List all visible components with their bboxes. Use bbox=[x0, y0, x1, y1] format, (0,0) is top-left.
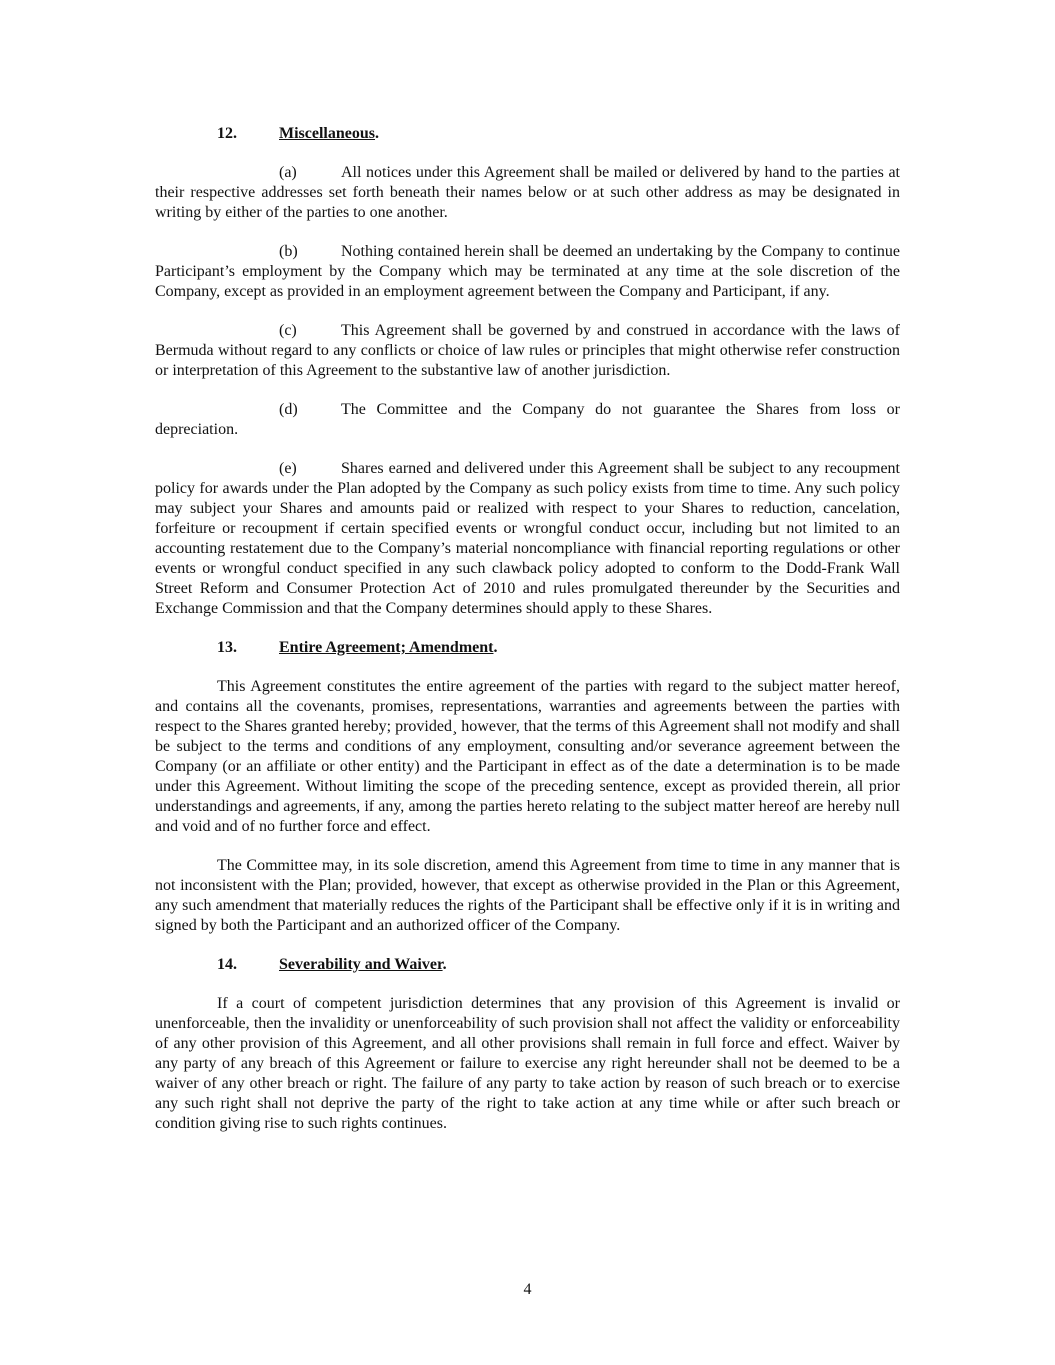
subparagraph-text: Shares earned and delivered under this Agreement shall be subject to any recoupment policy for awards under the Plan adopted by the Company as such policy exists from time to time. Any such policy may subject your Shares and amounts paid or realized with respect to your Shares to reduction, cancelation, forfeiture or recoupment if certain specified events or wrongful conduct occur, including but not limited to an accounting restatement due to the Company’s material noncompliance with financial reporting regulations or other events or wrongful conduct specified in any such clawback policy adopted to conform to the Dodd-Frank Wall Street Reform and Consumer Protection Act of 2010 and rules promulgated thereunder by the Securities and Exchange Commission and that the Company determines should apply to these Shares. bbox=[155, 460, 900, 617]
subparagraph-label: (e) bbox=[279, 460, 297, 477]
subparagraph-label: (a) bbox=[279, 164, 297, 181]
subparagraph-label: (d) bbox=[279, 401, 298, 418]
section-13-paragraph-1: This Agreement constitutes the entire agreement of the parties with regard to the subject matter hereof, and contains all the covenants, promises, representations, warranties and agreements between the parties with respect to the Shares granted hereby; provided¸ however, that the terms of this Agreement shall not modify and shall be subject to the terms and conditions of any employment, consulting and/or severance agreement between the Company (or an affiliate or other entity) and the Participant in effect as of the date a determination is to be made under this Agreement. Without limiting the scope of the preceding sentence, except as provided therein, all prior understandings and agreements, if any, among the parties hereto relating to the subject matter hereof are hereby null and void and of no further force and effect. bbox=[155, 678, 900, 835]
section-12-subparagraph-b bbox=[155, 242, 900, 302]
section-number: 14. bbox=[217, 956, 237, 973]
section-13-heading bbox=[155, 638, 900, 658]
section-title: Miscellaneous bbox=[279, 125, 375, 142]
section-title: Entire Agreement; Amendment bbox=[279, 639, 494, 656]
subparagraph-text: Nothing contained herein shall be deemed an undertaking by the Company to continue Participant’s employment by the Company which may be terminated at any time at the sole discretion of the Company, except as provided in an employment agreement between the Company and Participant, if any. bbox=[155, 243, 900, 300]
section-13-paragraph-2: The Committee may, in its sole discretion, amend this Agreement from time to time in any manner that is not inconsistent with the Plan; provided, however, that except as otherwise provided in the Plan or this Agreement, any such amendment that materially reduces the rights of the Participant shall be effective only if it is in writing and signed by both the Participant and an authorized officer of the Company. bbox=[155, 857, 900, 934]
subparagraph-text: This Agreement shall be governed by and construed in accordance with the laws of Bermuda without regard to any conflicts or choice of law rules or principles that might otherwise refer construction or interpretation of this Agreement to the substantive law of another jurisdiction. bbox=[155, 322, 900, 379]
section-number: 12. bbox=[217, 125, 237, 142]
subparagraph-label: (b) bbox=[279, 243, 298, 260]
section-title: Severability and Waiver bbox=[279, 956, 443, 973]
subparagraph-label: (c) bbox=[279, 322, 297, 339]
section-12-subparagraph-c bbox=[155, 321, 900, 381]
page-number: 4 bbox=[523, 1281, 532, 1298]
section-14-heading bbox=[155, 955, 900, 975]
section-title-period: . bbox=[493, 639, 498, 656]
subparagraph-text: The Committee and the Company do not guarantee the Shares from loss or depreciation. bbox=[155, 401, 900, 438]
section-number: 13. bbox=[217, 639, 237, 656]
section-14-paragraph-1: If a court of competent jurisdiction determines that any provision of this Agreement is invalid or unenforceable, then the invalidity or unenforceability of such provision shall not affect the validity or enforceability of any other provision of this Agreement, and all other provisions shall remain in full force and effect. Waiver by any party of any breach of this Agreement or failure to exercise any right hereunder shall not be deemed to be a waiver of any other breach or right. The failure of any party to take action by reason of such breach or to exercise any such right shall not deprive the party of the right to take action at any time while or after such breach or condition giving rise to such rights continues. bbox=[155, 995, 900, 1132]
document-body bbox=[155, 124, 900, 1153]
section-12-heading bbox=[155, 124, 900, 144]
subparagraph-text: All notices under this Agreement shall be mailed or delivered by hand to the parties at their respective addresses set forth beneath their names below or at such other address as may be designated in writing by either of the parties to one another. bbox=[155, 164, 900, 221]
section-title-period: . bbox=[442, 956, 447, 973]
section-12-subparagraph-d bbox=[155, 400, 900, 440]
section-12-subparagraph-e bbox=[155, 459, 900, 619]
section-12-subparagraph-a bbox=[155, 163, 900, 223]
section-title-period: . bbox=[375, 125, 379, 142]
